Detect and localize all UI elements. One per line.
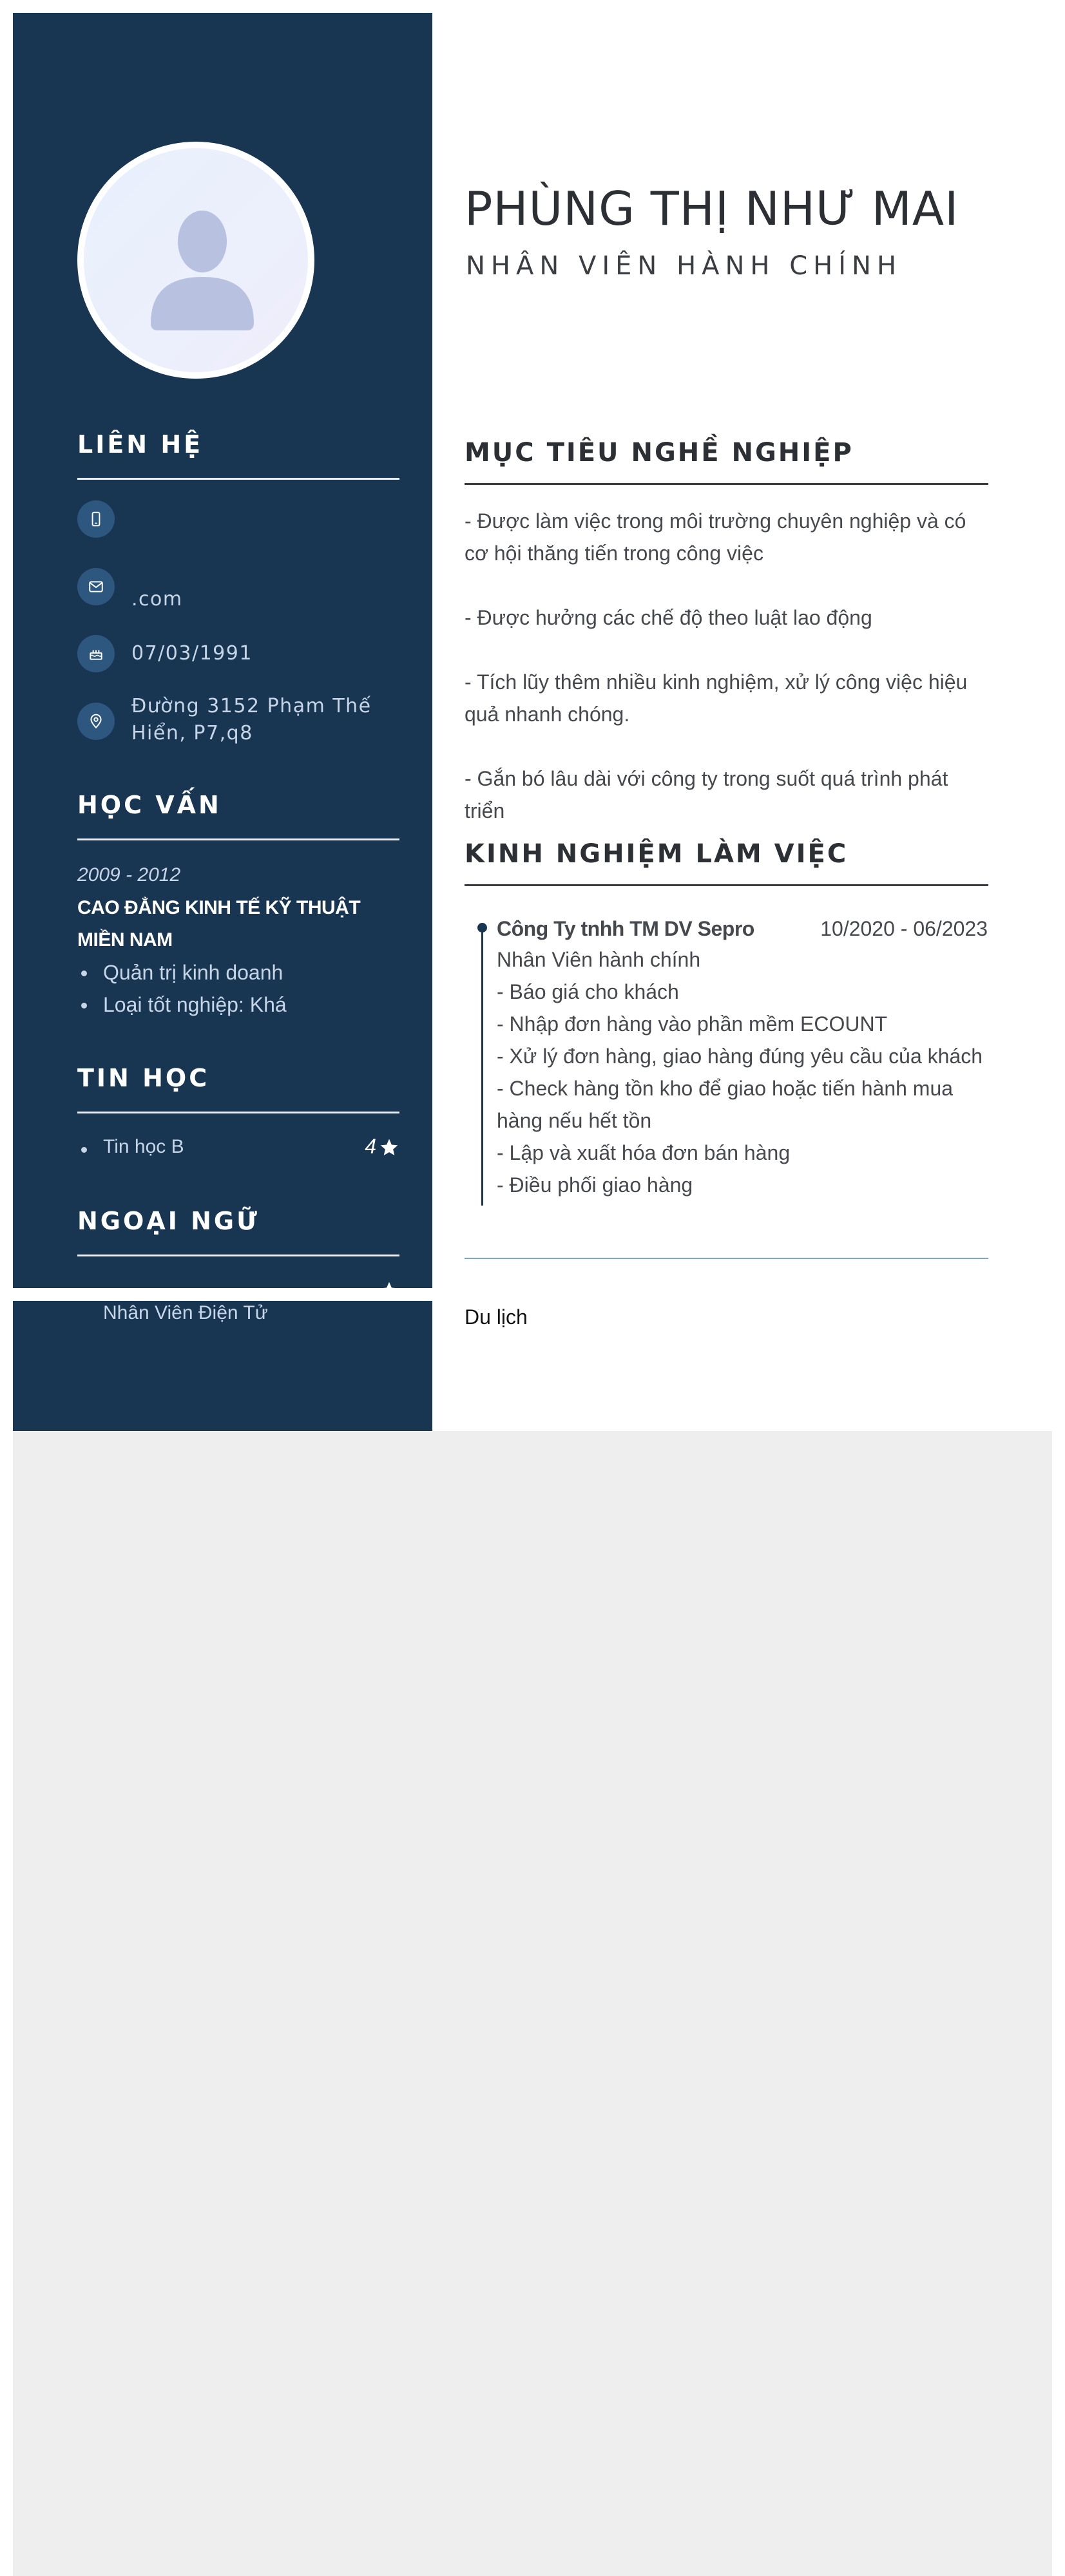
education-details	[77, 956, 399, 1021]
contact-address: Đường 3152 Phạm Thế Hiển, P7,q8	[131, 695, 372, 744]
envelope-icon	[77, 568, 115, 605]
list-item: - Báo giá cho khách	[497, 980, 679, 1003]
hobby-text: Du lịch	[465, 1305, 528, 1329]
experience-period: 10/2020 - 06/2023	[820, 917, 988, 940]
contact-birthday: 07/03/1991	[131, 642, 253, 665]
avatar-placeholder-icon	[84, 148, 308, 372]
sidebar-text: Nhân Viên Điện Tử	[103, 1302, 268, 1323]
objective-divider	[465, 483, 988, 485]
languages-heading: NGOẠI NGỮ	[77, 1207, 260, 1235]
experience-divider	[465, 884, 988, 886]
objective-paragraph: - Được làm việc trong môi trường chuyên nghiệp và có cơ hội thăng tiến trong công việc	[465, 509, 966, 565]
skill-rating: 4	[365, 1135, 376, 1158]
star-icon	[379, 1137, 399, 1161]
star-icon	[379, 1280, 399, 1288]
cv-page-2	[13, 1301, 1052, 1431]
sidebar	[13, 13, 432, 1288]
list-item: - Lập và xuất hóa đơn bán hàng	[497, 1141, 791, 1164]
phone-icon	[77, 500, 115, 538]
education-divider	[77, 838, 399, 840]
list-item: - Điều phối giao hàng	[497, 1173, 693, 1197]
sidebar-continued	[13, 1301, 432, 1431]
education-period: 2009 - 2012	[77, 864, 181, 886]
contact-heading: LIÊN HỆ	[77, 430, 204, 459]
experience-heading: KINH NGHIỆM LÀM VIỆC	[465, 839, 849, 869]
candidate-name: PHÙNG THỊ NHƯ MAI	[465, 182, 959, 236]
list-item: Quản trị kinh doanh	[77, 956, 399, 989]
job-title: NHÂN VIÊN HÀNH CHÍNH	[466, 251, 903, 281]
list-item: - Check hàng tồn kho để giao hoặc tiến hành mua hàng nếu hết tồn	[497, 1077, 954, 1132]
objective-paragraph: - Được hưởng các chế độ theo luật lao động	[465, 606, 872, 629]
computer-skills-divider	[77, 1112, 399, 1113]
language-row-partial	[77, 1276, 399, 1288]
map-pin-icon	[77, 703, 115, 740]
skill-row	[77, 1133, 399, 1166]
education-heading: HỌC VẤN	[77, 791, 222, 819]
contact-divider	[77, 478, 399, 480]
cake-icon	[77, 635, 115, 672]
timeline-line	[481, 927, 483, 1206]
section-divider	[465, 1258, 988, 1259]
contact-email: .com	[131, 588, 183, 611]
main-content-continued	[432, 1301, 1052, 1431]
list-item: Nhân Viên hành chính	[497, 948, 701, 971]
list-item: - Nhập đơn hàng vào phần mềm ECOUNT	[497, 1012, 888, 1036]
sidebar-item	[77, 1301, 399, 1332]
experience-description	[497, 943, 990, 1201]
skill-name: Tin học B	[103, 1136, 184, 1157]
experience-company: Công Ty tnhh TM DV Sepro	[497, 917, 754, 940]
objective-paragraph: - Gắn bó lâu dài với công ty trong suốt quá trình phát triển	[465, 767, 948, 822]
avatar	[77, 142, 314, 379]
cv-page-1	[13, 13, 1052, 1288]
list-item: Loại tốt nghiệp: Khá	[77, 989, 399, 1021]
languages-divider	[77, 1255, 399, 1256]
education-school: CAO ĐẲNG KINH TẾ KỸ THUẬT MIỀN NAM	[77, 897, 361, 951]
objective-heading: MỤC TIÊU NGHỀ NGHIỆP	[465, 438, 854, 468]
empty-page-area	[13, 1431, 1052, 2576]
main-content	[432, 13, 1052, 1288]
list-item: - Xử lý đơn hàng, giao hàng đúng yêu cầu của khách	[497, 1045, 983, 1068]
computer-skills-heading: TIN HỌC	[77, 1064, 210, 1092]
objective-paragraph: - Tích lũy thêm nhiều kinh nghiệm, xử lý công việc hiệu quả nhanh chóng.	[465, 670, 968, 726]
